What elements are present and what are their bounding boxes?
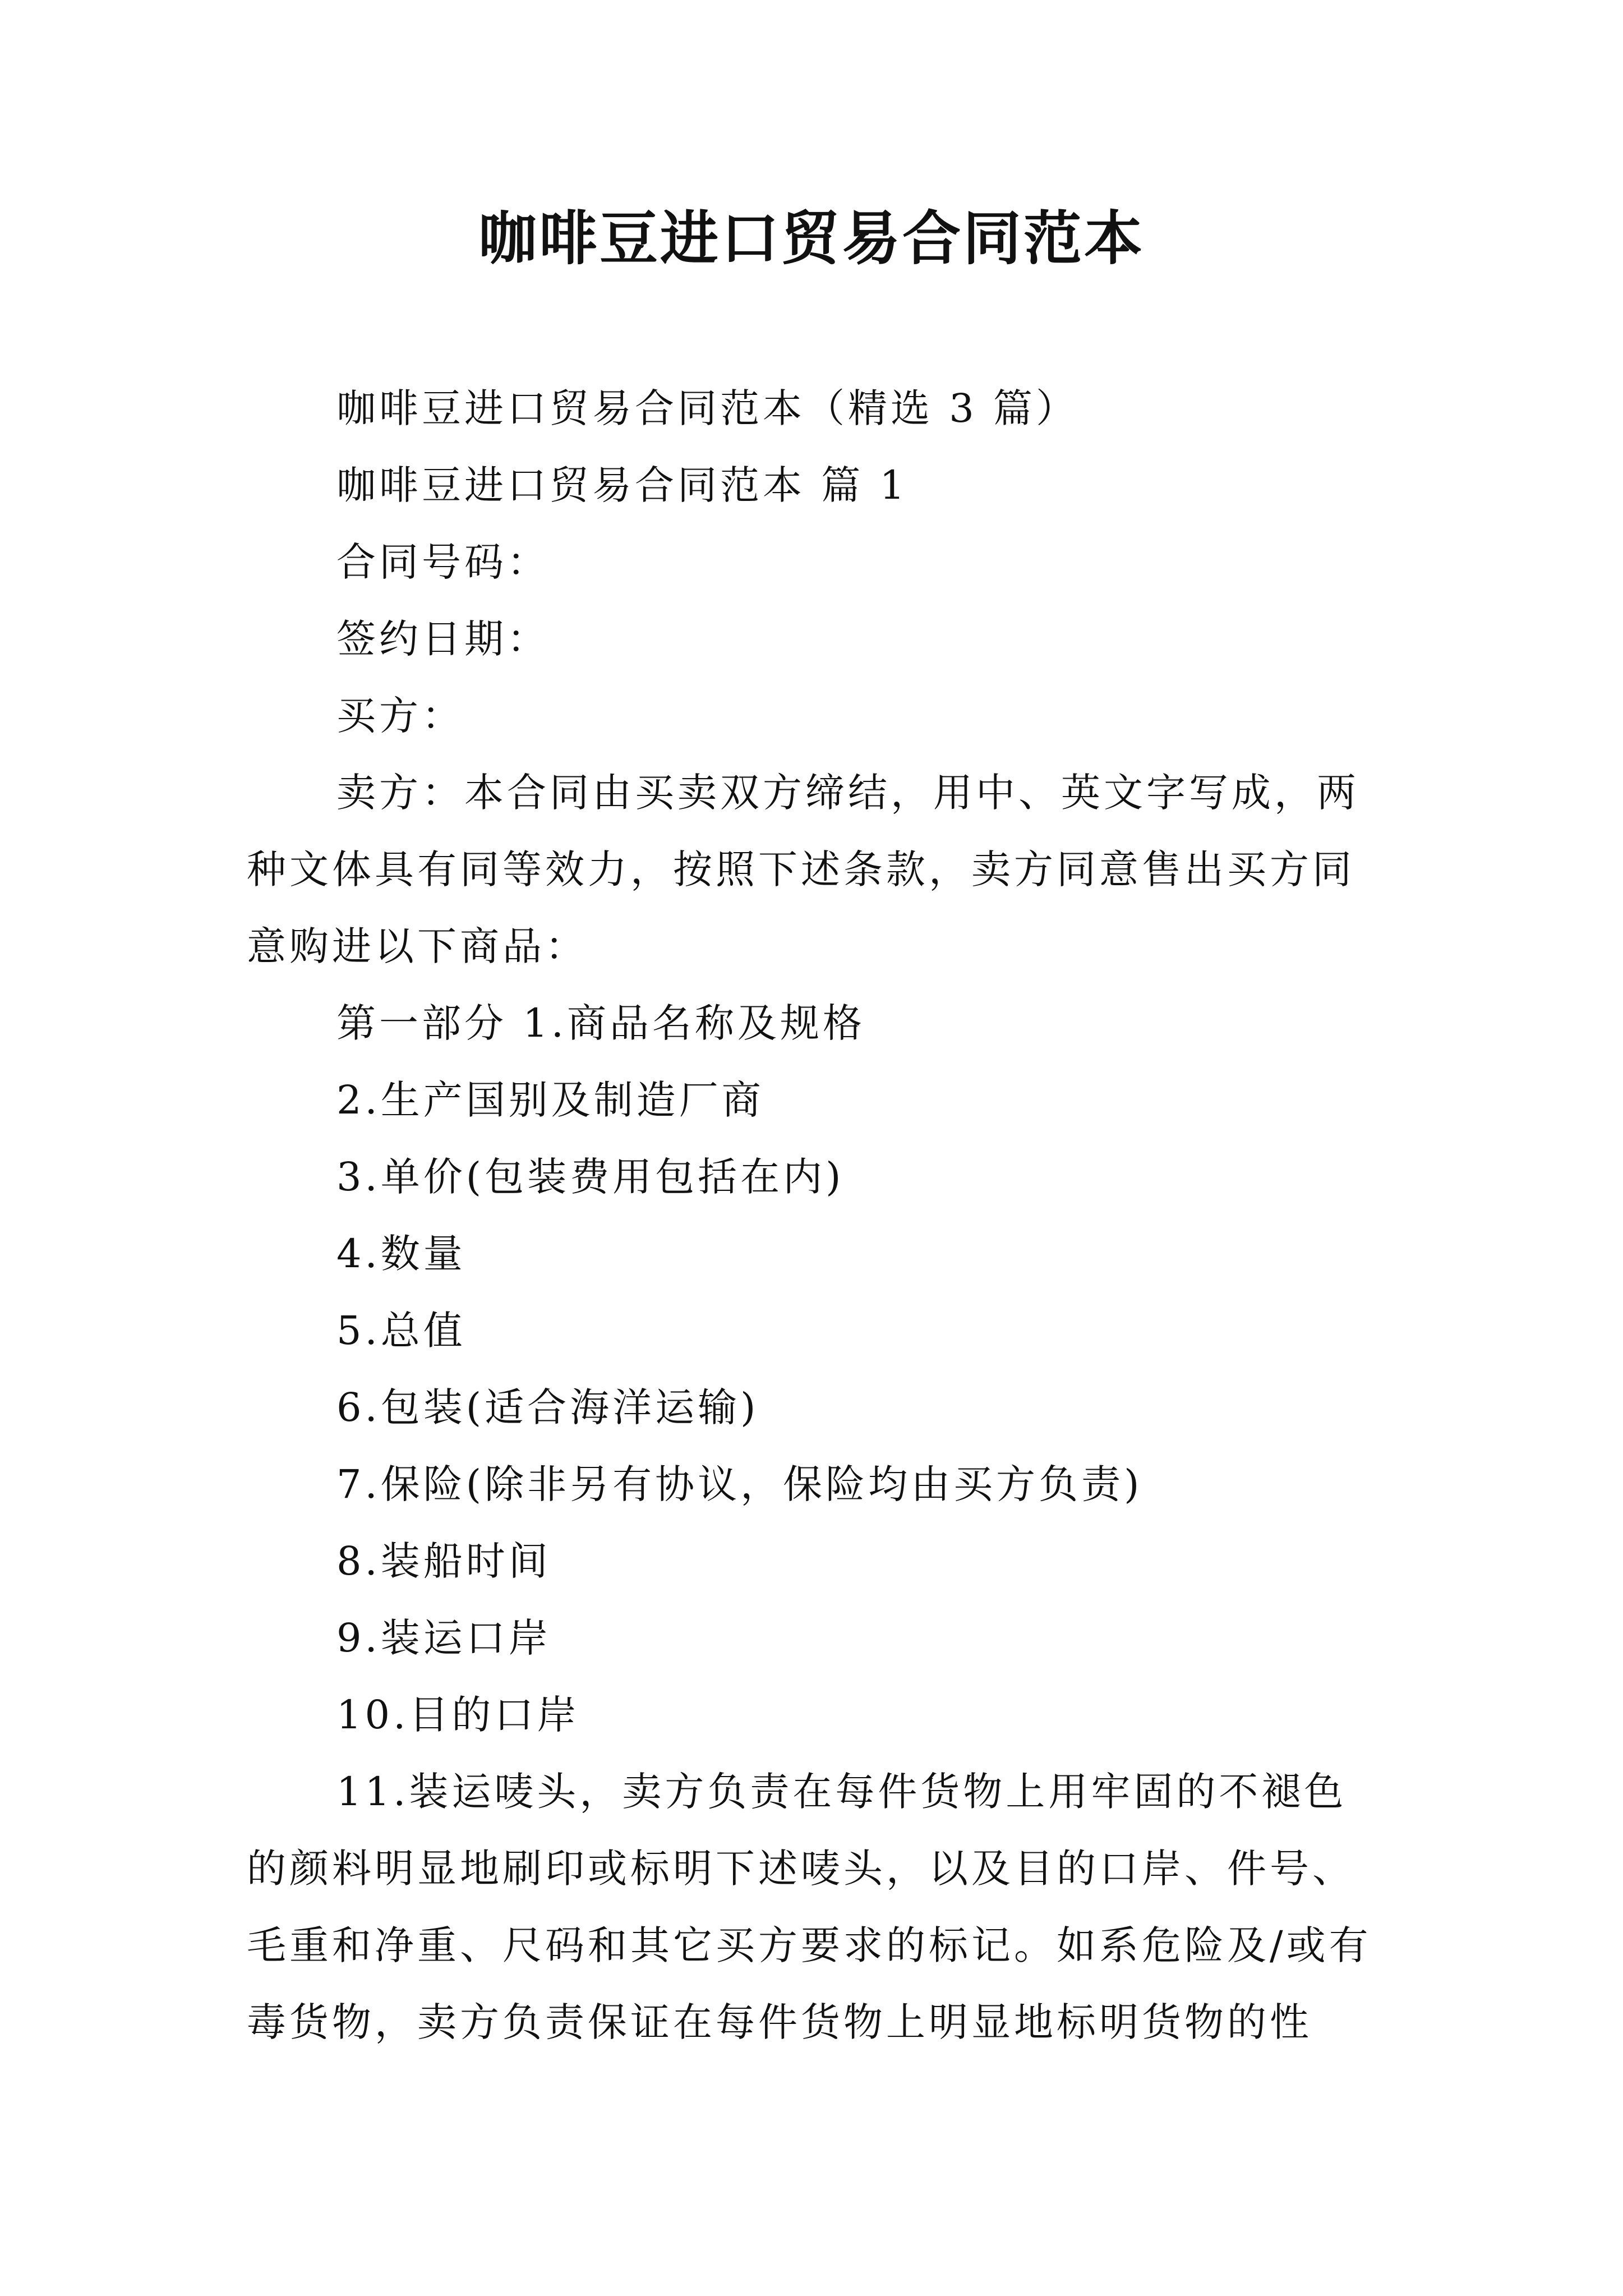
paragraph-item-9: 9.装运口岸	[336, 1615, 551, 1661]
paragraph-item-2: 2.生产国别及制造厂商	[336, 1077, 764, 1123]
paragraph-item-7: 7.保险(除非另有协议，保险均由买方负责)	[336, 1461, 1143, 1507]
paragraph-item-4: 4.数量	[336, 1231, 466, 1277]
paragraph-signing-date: 签约日期：	[336, 616, 550, 662]
paragraph-seller: 卖方：本合同由买卖双方缔结，用中、英文字写成，两种文体具有同等效力，按照下述条款，卖方同意售出买方同意购进以下商品：	[247, 770, 1359, 969]
document-body	[247, 370, 1385, 2061]
paragraph-item-3: 3.单价(包装费用包括在内)	[336, 1154, 845, 1200]
paragraph-item-1: 第一部分 1.商品名称及规格	[336, 1000, 866, 1046]
paragraph-item-6: 6.包装(适合海洋运输)	[336, 1384, 759, 1430]
paragraph-item-8: 8.装船时间	[336, 1538, 551, 1584]
paragraph-subtitle: 咖啡豆进口贸易合同范本（精选 3 篇）	[336, 385, 1079, 431]
paragraph-section-heading: 咖啡豆进口贸易合同范本 篇 1	[336, 462, 909, 508]
document-title: 咖啡豆进口贸易合同范本	[478, 204, 1145, 273]
paragraph-item-5: 5.总值	[336, 1308, 466, 1354]
paragraph-buyer: 买方：	[336, 693, 464, 739]
paragraph-item-10: 10.目的口岸	[336, 1692, 580, 1738]
paragraph-item-11: 11.装运唛头，卖方负责在每件货物上用牢固的不褪色的颜料明显地刷印或标明下述唛头，以及目的口岸、件号、毛重和净重、尺码和其它买方要求的标记。如系危险及/或有毒货物，卖方负责保证在每件货物上明显地标明货物的性	[247, 1769, 1372, 2045]
paragraph-contract-number: 合同号码：	[336, 539, 550, 585]
